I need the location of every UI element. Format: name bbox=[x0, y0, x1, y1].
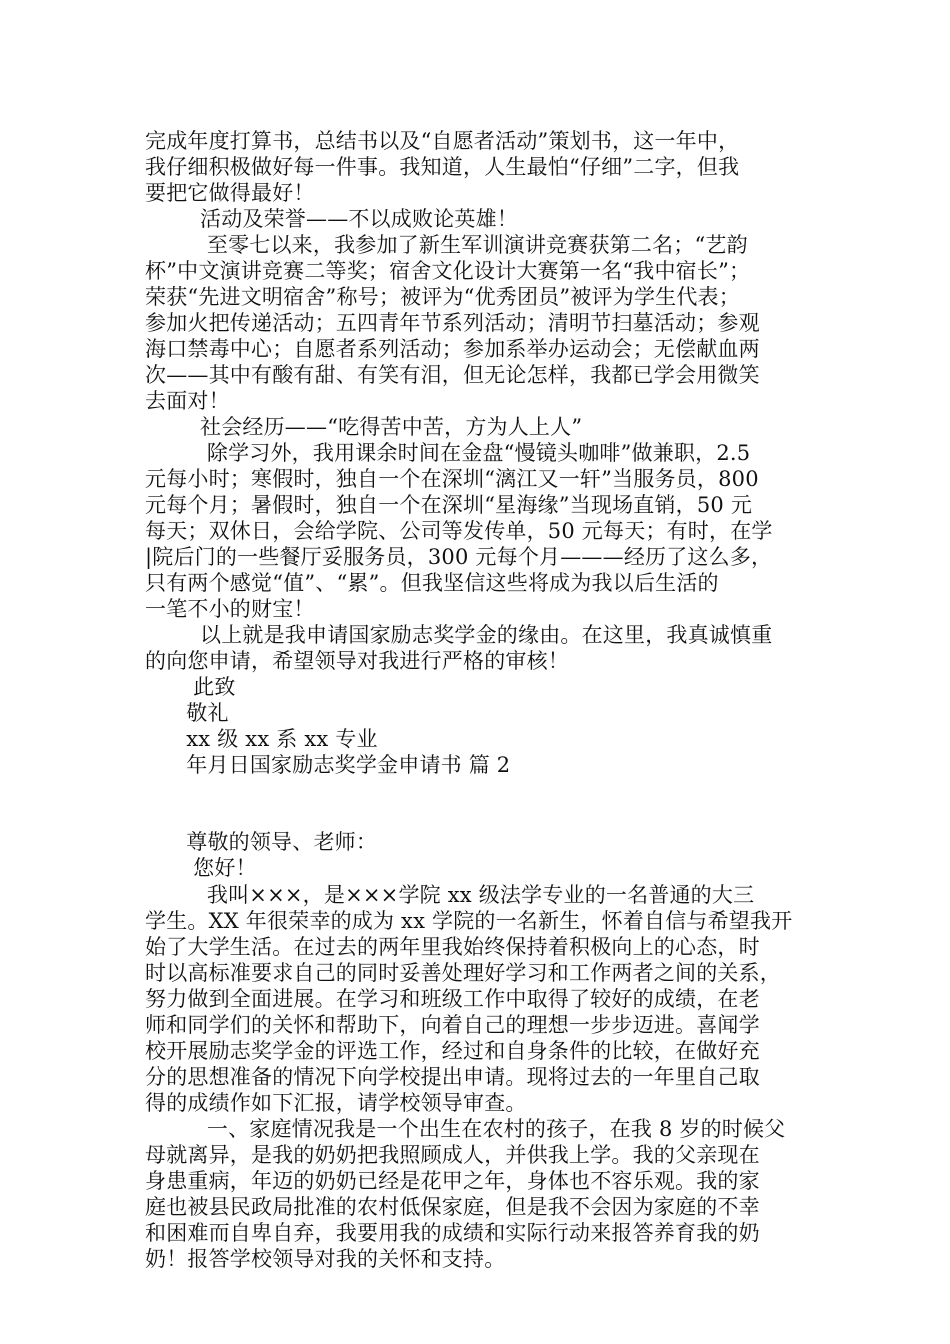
text-line: 以上就是我申请国家励志奖学金的缘由。在这里，我真诚慎重 bbox=[145, 623, 773, 647]
text-line: 校开展励志奖学金的评选工作，经过和自身条件的比较，在做好充 bbox=[145, 1039, 760, 1063]
text-line: 身患重病，年迈的奶奶已经是花甲之年，身体也不容乐观。我的家 bbox=[145, 1169, 760, 1193]
text-line: 只有两个感觉“值”、“累”。但我坚信这些将成为我以后生活的 bbox=[145, 571, 719, 595]
text-line: 去面对！ bbox=[145, 389, 230, 413]
text-line: 元每小时；寒假时，独自一个在深圳“漓江又一轩”当服务员，800 bbox=[145, 467, 759, 491]
text-line: 此致 bbox=[145, 675, 236, 699]
text-line: 一笔不小的财宝！ bbox=[145, 597, 315, 621]
text-line: 除学习外，我用课余时间在金盘“慢镜头咖啡”做兼职，2.5 bbox=[145, 441, 751, 465]
text-line: 海口禁毒中心；自愿者系列活动；参加系举办运动会；无偿献血两 bbox=[145, 337, 760, 361]
text-line: 杯”中文演讲竞赛二等奖；宿舍文化设计大赛第一名“我中宿长”； bbox=[145, 259, 751, 283]
text-line: 荣获“先进文明宿舍”称号；被评为“优秀团员”被评为学生代表； bbox=[145, 285, 740, 309]
text-line: 师和同学们的关怀和帮助下，向着自己的理想一步步迈进。喜闻学 bbox=[145, 1013, 760, 1037]
text-line: 分的思想准备的情况下向学校提出申请。现将过去的一年里自己取 bbox=[145, 1065, 760, 1089]
text-line: 我仔细积极做好每一件事。我知道，人生最怕“仔细”二字，但我 bbox=[145, 155, 740, 179]
text-line: xx 级 xx 系 xx 专业 bbox=[145, 727, 378, 751]
text-line: 活动及荣誉——不以成败论英雄！ bbox=[145, 207, 519, 231]
text-line: 每天；双休日，会给学院、公司等发传单，50 元每天；有时，在学 bbox=[145, 519, 773, 543]
text-line: 年月日国家励志奖学金申请书 篇 2 bbox=[145, 753, 511, 777]
text-line: 和困难而自卑自弃，我要用我的成绩和实际行动来报答养育我的奶 bbox=[145, 1221, 760, 1245]
text-line: 元每个月；暑假时，独自一个在深圳“星海缘”当现场直销，50 元 bbox=[145, 493, 753, 517]
text-line: 庭也被县民政局批准的农村低保家庭，但是我不会因为家庭的不幸 bbox=[145, 1195, 760, 1219]
text-line: 我叫×××，是×××学院 xx 级法学专业的一名普通的大三 bbox=[145, 883, 755, 907]
text-line: 尊敬的领导、老师： bbox=[145, 830, 378, 854]
text-line: 完成年度打算书，总结书以及“自愿者活动”策划书，这一年中， bbox=[145, 129, 740, 153]
text-line: |院后门的一些餐厅妥服务员，300 元每个月———经历了这么多， bbox=[145, 545, 773, 569]
text-line: 学生。XX 年很荣幸的成为 xx 学院的一名新生，怀着自信与希望我开 bbox=[145, 909, 793, 933]
text-line: 努力做到全面进展。在学习和班级工作中取得了较好的成绩，在老 bbox=[145, 987, 760, 1011]
text-line: 一、家庭情况我是一个出生在农村的孩子，在我 8 岁的时候父 bbox=[145, 1117, 786, 1141]
text-line: 次——其中有酸有甜、有笑有泪，但无论怎样，我都已学会用微笑 bbox=[145, 363, 760, 387]
text-line: 要把它做得最好！ bbox=[145, 181, 315, 205]
text-line: 至零七以来，我参加了新生军训演讲竞赛获第二名；“艺韵 bbox=[145, 233, 748, 257]
text-line: 得的成绩作如下汇报，请学校领导审查。 bbox=[145, 1091, 527, 1115]
text-line: 奶！报答学校领导对我的关怀和支持。 bbox=[145, 1247, 506, 1271]
text-line: 您好！ bbox=[145, 856, 257, 880]
text-line: 敬礼 bbox=[145, 701, 229, 725]
text-line: 始了大学生活。在过去的两年里我始终保持着积极向上的心态，时 bbox=[145, 935, 760, 959]
text-line: 时以高标准要求自己的同时妥善处理好学习和工作两者之间的关系， bbox=[145, 961, 781, 985]
text-line: 的向您申请，希望领导对我进行严格的审核！ bbox=[145, 649, 569, 673]
text-line: 参加火把传递活动；五四青年节系列活动；清明节扫墓活动；参观 bbox=[145, 311, 760, 335]
text-line: 社会经历——“吃得苦中苦，方为人上人” bbox=[145, 415, 583, 439]
text-line: 母就离异，是我的奶奶把我照顾成人，并供我上学。我的父亲现在 bbox=[145, 1143, 760, 1167]
